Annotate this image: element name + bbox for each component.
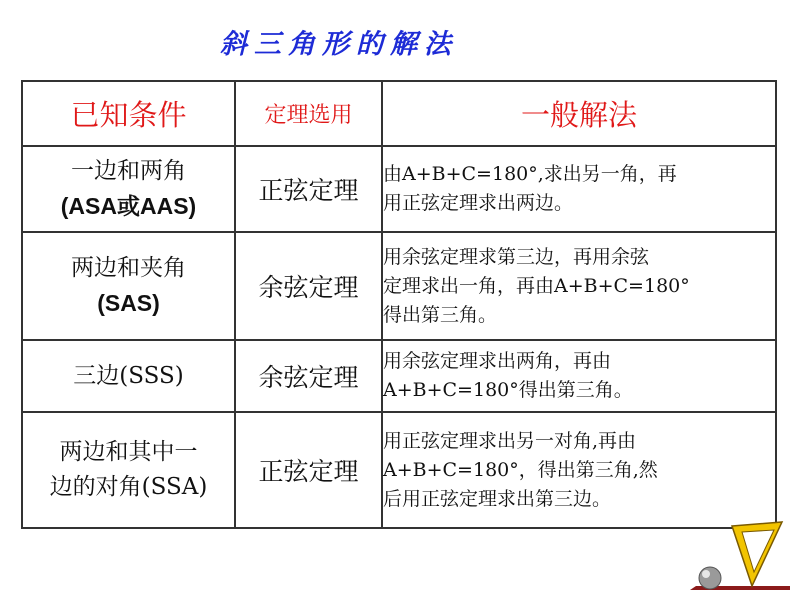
condition-line: (SAS) bbox=[97, 290, 160, 316]
condition-cell bbox=[22, 146, 235, 232]
condition-cell bbox=[22, 340, 235, 412]
method-cell bbox=[382, 412, 776, 528]
method-line: 由A+B+C=180°,求出另一角，再 bbox=[383, 163, 677, 185]
method-line: A+B+C=180°，得出第三角,然 bbox=[383, 458, 658, 481]
condition-line: 两边和其中一 bbox=[59, 439, 198, 465]
method-line: 用余弦定理求第三边，再用余弦 bbox=[383, 245, 650, 268]
page-title: 斜三角形的解法 bbox=[220, 29, 458, 60]
theorem-cell: 正弦定理 bbox=[235, 146, 382, 232]
table-header-row bbox=[22, 81, 776, 146]
theorem-cell: 正弦定理 bbox=[235, 412, 382, 528]
condition-line: 两边和夹角 bbox=[71, 255, 186, 281]
condition-cell bbox=[22, 412, 235, 528]
method-line: 用正弦定理求出两边。 bbox=[383, 192, 574, 214]
header-known-conditions: 已知条件 bbox=[22, 81, 235, 146]
theorem-cell: 余弦定理 bbox=[235, 232, 382, 340]
method-line: 得出第三角。 bbox=[383, 303, 498, 326]
method-line: 定理求出一角，再由A+B+C=180° bbox=[383, 274, 690, 297]
theorem-cell: 余弦定理 bbox=[235, 340, 382, 412]
table-row bbox=[22, 146, 776, 232]
method-line: 用正弦定理求出另一对角,再由 bbox=[383, 429, 637, 452]
method-cell bbox=[382, 232, 776, 340]
method-cell bbox=[382, 340, 776, 412]
method-line: 用余弦定理求出两角，再由 bbox=[383, 350, 612, 372]
method-cell bbox=[382, 146, 776, 232]
header-general-method: 一般解法 bbox=[382, 81, 776, 146]
solution-methods-table bbox=[21, 80, 777, 529]
condition-line: 三边(SSS) bbox=[73, 362, 184, 389]
condition-line: 一边和两角 bbox=[71, 158, 186, 184]
method-line: A+B+C=180°得出第三角。 bbox=[383, 379, 633, 401]
table-row bbox=[22, 232, 776, 340]
ruler-triangle-icon bbox=[690, 520, 790, 592]
table-row bbox=[22, 412, 776, 528]
condition-line: (ASA或AAS) bbox=[60, 193, 197, 219]
condition-line: 边的对角(SSA) bbox=[49, 474, 208, 500]
condition-cell bbox=[22, 232, 235, 340]
method-line: 后用正弦定理求出第三边。 bbox=[383, 487, 612, 510]
header-theorem-choice: 定理选用 bbox=[235, 81, 382, 146]
table-row bbox=[22, 340, 776, 412]
